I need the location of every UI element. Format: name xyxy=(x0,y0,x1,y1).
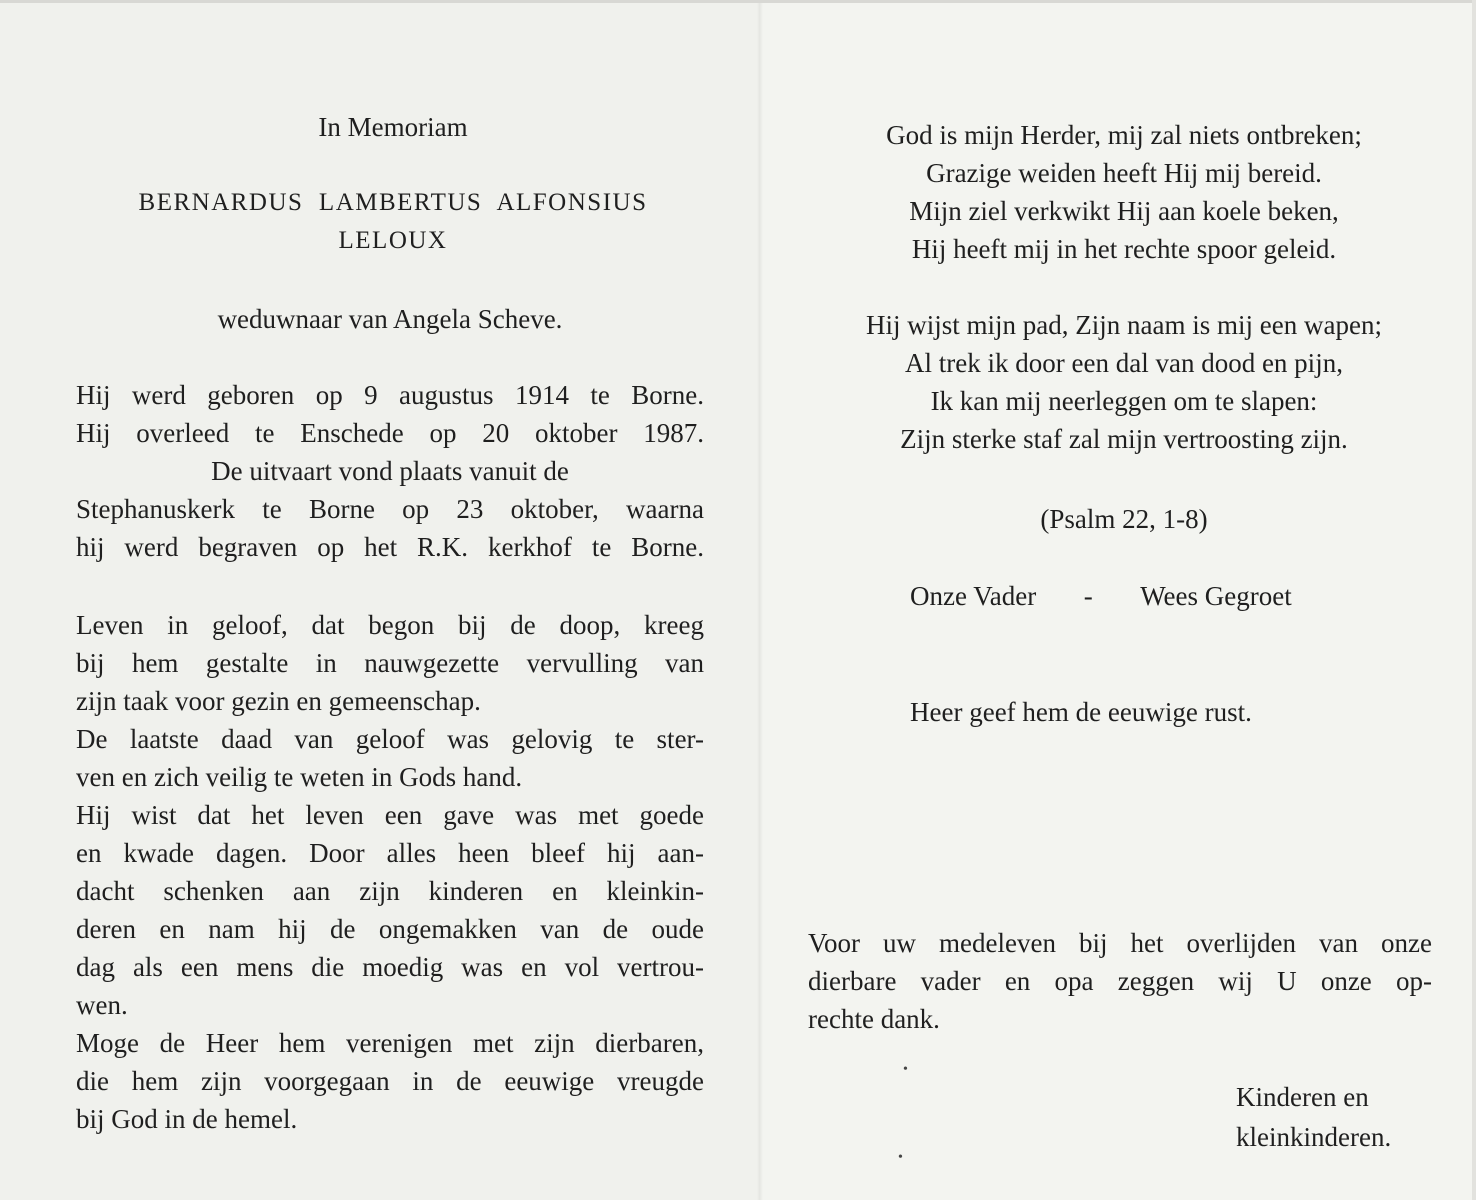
prayer-separator: - xyxy=(1083,581,1093,611)
psalm-line: Zijn sterke staf zal mijn vertroosting zijn. xyxy=(900,424,1348,454)
tribute-line: en kwade dagen. Door alles heen bleef hij aan- xyxy=(76,838,704,868)
thanks-paragraph xyxy=(808,924,1432,1038)
tribute-line: zijn taak voor gezin en gemeenschap. xyxy=(76,686,481,716)
prayers-line xyxy=(910,577,1292,615)
signoff xyxy=(1236,1077,1391,1157)
tribute-line: die hem zijn voorgegaan in de eeuwige vreugde xyxy=(76,1066,704,1096)
print-speck: • xyxy=(898,1150,903,1165)
memoriam-heading: In Memoriam xyxy=(318,112,468,142)
thanks-line: dierbare vader en opa zeggen wij U onze op- xyxy=(808,966,1432,996)
tribute-line: Hij wist dat het leven een gave was met goede xyxy=(76,800,704,830)
tribute-line: bij hem gestalte in nauwgezette vervulling van xyxy=(76,648,704,678)
psalm-line: Hij heeft mij in het rechte spoor geleid. xyxy=(911,234,1337,264)
eternal-rest-line: Heer geef hem de eeuwige rust. xyxy=(910,697,1252,727)
print-speck: • xyxy=(903,1062,908,1077)
tribute-line: Moge de Heer hem verenigen met zijn dierbaren, xyxy=(76,1028,704,1058)
tribute-line: bij God in de hemel. xyxy=(76,1104,298,1134)
psalm-line: Mijn ziel verkwikt Hij aan koele beken, xyxy=(909,196,1339,226)
tribute-line: Leven in geloof, dat begon bij de doop, kreeg xyxy=(76,610,704,640)
stanza-gap xyxy=(808,268,1440,306)
deceased-name-line2: LELOUX xyxy=(338,227,448,254)
tribute-line: dag als een mens die moedig was en vol vertrou- xyxy=(76,952,704,982)
tribute-line: ven en zich veilig te weten in Gods hand. xyxy=(76,762,523,792)
psalm-line: Grazige weiden heeft Hij mij bereid. xyxy=(926,158,1322,188)
card-right-edge xyxy=(1472,0,1476,1200)
psalm-line: Ik kan mij neerleggen om te slapen: xyxy=(930,386,1318,416)
life-dates-paragraph xyxy=(76,376,704,566)
tribute-line: deren en nam hij de ongemakken van de oude xyxy=(76,914,704,944)
tribute-paragraph xyxy=(76,606,704,1138)
bio-line: hij werd begraven op het R.K. kerkhof te Borne. xyxy=(76,532,704,562)
tribute-line: wen. xyxy=(76,990,128,1020)
signoff-line: kleinkinderen. xyxy=(1236,1122,1392,1152)
deceased-name-line1: BERNARDUS LAMBERTUS ALFONSIUS xyxy=(138,189,648,216)
bio-line: Stephanuskerk te Borne op 23 oktober, waarna xyxy=(76,494,704,524)
tribute-line: dacht schenken aan zijn kinderen en kleinkin- xyxy=(76,876,704,906)
card-top-edge xyxy=(0,0,1476,3)
bio-line: Hij overleed te Enschede op 20 oktober 1987. xyxy=(76,418,704,448)
psalm-text xyxy=(808,116,1440,458)
bio-line: Hij werd geboren op 9 augustus 1914 te Borne. xyxy=(76,380,704,410)
signoff-line: Kinderen en xyxy=(1236,1082,1369,1112)
card-fold xyxy=(757,0,763,1200)
psalm-reference: (Psalm 22, 1-8) xyxy=(1040,504,1208,534)
prayer-onze-vader: Onze Vader xyxy=(910,581,1037,611)
widower-line: weduwnaar van Angela Scheve. xyxy=(217,304,563,334)
thanks-line: rechte dank. xyxy=(808,1004,940,1034)
psalm-line: Al trek ik door een dal van dood en pijn, xyxy=(905,348,1343,378)
bio-line: De uitvaart vond plaats vanuit de xyxy=(211,456,569,486)
thanks-line: Voor uw medeleven bij het overlijden van onze xyxy=(808,928,1432,958)
prayer-wees-gegroet: Wees Gegroet xyxy=(1140,581,1292,611)
psalm-line: God is mijn Herder, mij zal niets ontbreken; xyxy=(886,120,1362,150)
tribute-line: De laatste daad van geloof was gelovig te ster- xyxy=(76,724,704,754)
psalm-line: Hij wijst mijn pad, Zijn naam is mij een wapen; xyxy=(866,310,1382,340)
